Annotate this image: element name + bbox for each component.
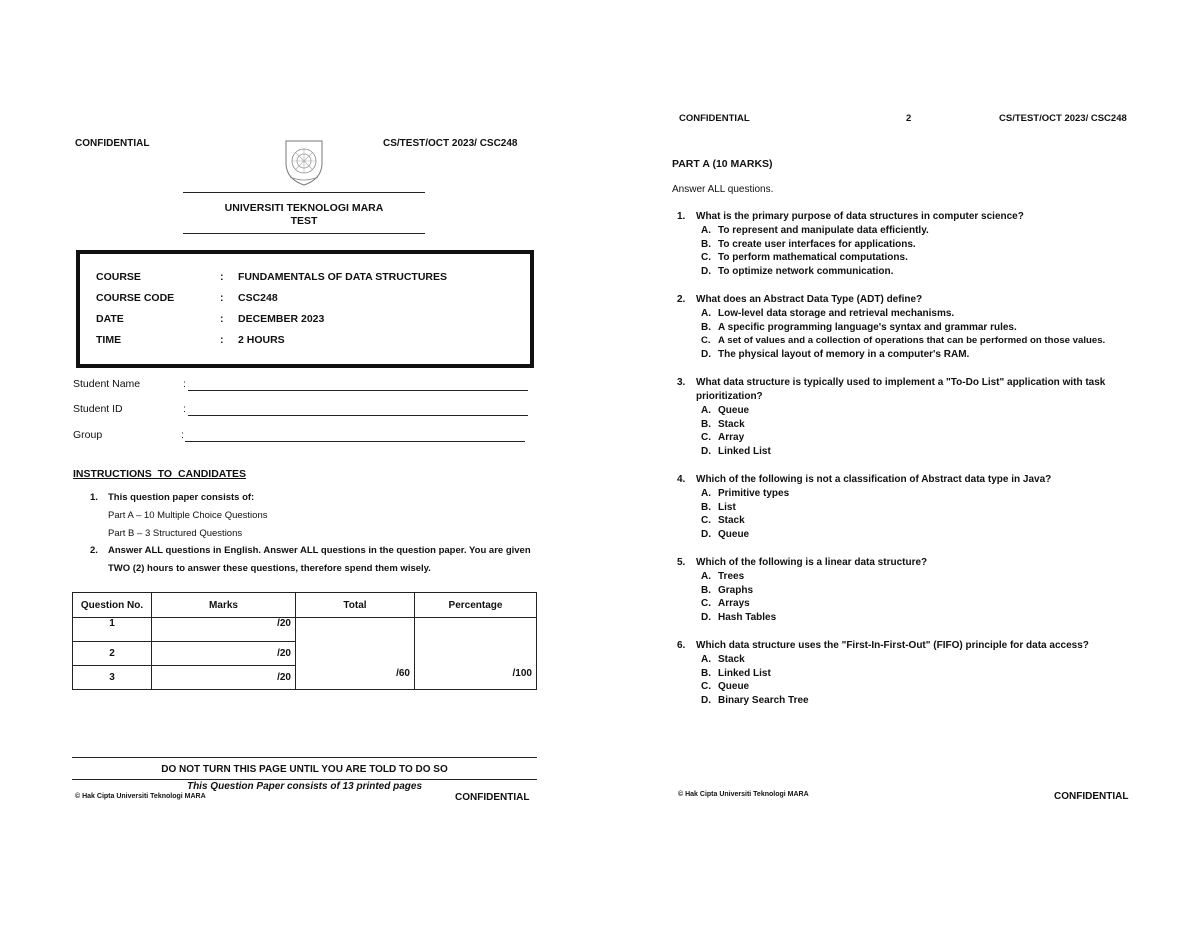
- question-number: 1: [73, 618, 152, 642]
- header-course-code: CS/TEST/OCT 2023/ CSC248: [383, 138, 518, 149]
- option-text: Primitive types: [718, 488, 790, 499]
- option-letter: A.: [701, 225, 711, 236]
- header-question-no: Question No.: [73, 593, 152, 618]
- group-field[interactable]: [73, 429, 533, 445]
- marks-cell: /20: [152, 618, 296, 642]
- copyright-left: © Hak Cipta Universiti Teknologi MARA: [75, 793, 206, 800]
- option-text: Linked List: [718, 668, 771, 679]
- marks-cell: /20: [152, 666, 296, 690]
- student-id-field[interactable]: [73, 403, 533, 419]
- option-letter: D.: [701, 349, 711, 360]
- option-letter: D.: [701, 529, 711, 540]
- option-letter: B.: [701, 668, 711, 679]
- option-letter: C.: [701, 681, 711, 692]
- option-text: Stack: [718, 515, 745, 526]
- question-3-number: 3.: [677, 377, 686, 388]
- date-colon: :: [220, 313, 224, 325]
- option-letter: B.: [701, 322, 711, 333]
- option-letter: B.: [701, 239, 711, 250]
- course-code-colon: :: [220, 292, 224, 304]
- marks-table: [72, 592, 537, 690]
- printed-pages-note: This Question Paper consists of 13 printed pages: [186, 781, 423, 792]
- option-text: Arrays: [718, 598, 750, 609]
- part-a-text: Part A – 10 Multiple Choice Questions: [108, 510, 268, 521]
- question-5-number: 5.: [677, 557, 686, 568]
- table-header-row: [73, 593, 537, 618]
- header-course-code-right: CS/TEST/OCT 2023/ CSC248: [999, 113, 1127, 124]
- date-value: DECEMBER 2023: [238, 313, 325, 325]
- group-line[interactable]: [185, 441, 525, 442]
- date-label: DATE: [96, 313, 124, 325]
- option-text: Linked List: [718, 446, 771, 457]
- option-text: Stack: [718, 654, 745, 665]
- option-letter: C.: [701, 598, 711, 609]
- time-label: TIME: [96, 334, 122, 346]
- instructions-title: INSTRUCTIONS TO CANDIDATES: [73, 468, 247, 480]
- option-text: To optimize network communication.: [718, 266, 894, 277]
- option-text: A set of values and a collection of operations that can be performed on those values.: [718, 335, 1106, 346]
- course-code-label: COURSE CODE: [96, 292, 175, 304]
- option-text: Stack: [718, 419, 745, 430]
- question-2-text: What does an Abstract Data Type (ADT) define?: [696, 294, 923, 305]
- question-1-number: 1.: [677, 211, 686, 222]
- percentage-cell: /100: [415, 618, 537, 690]
- option-letter: D.: [701, 266, 711, 277]
- instruction-2-line-2: TWO (2) hours to answer these questions, therefore spend them wisely.: [108, 563, 431, 574]
- student-name-colon: :: [183, 378, 186, 390]
- page-number: 2: [906, 113, 912, 124]
- option-letter: A.: [701, 571, 711, 582]
- student-id-line[interactable]: [188, 415, 528, 416]
- table-row: [73, 618, 537, 642]
- time-value: 2 HOURS: [238, 334, 285, 346]
- option-letter: A.: [701, 654, 711, 665]
- title-rule-top: [183, 192, 425, 193]
- course-colon: :: [220, 271, 224, 283]
- option-letter: C.: [701, 432, 711, 443]
- course-label: COURSE: [96, 271, 141, 283]
- part-a-title: PART A (10 MARKS): [672, 158, 773, 170]
- option-text: Queue: [718, 405, 750, 416]
- instruction-2-line-1: Answer ALL questions in English. Answer ALL questions in the question paper. You are given: [108, 545, 531, 556]
- option-letter: D.: [701, 695, 711, 706]
- option-letter: D.: [701, 612, 711, 623]
- header-confidential-right: CONFIDENTIAL: [679, 113, 750, 124]
- instruction-1-text: This question paper consists of:: [108, 492, 255, 503]
- option-text: Low-level data storage and retrieval mechanisms.: [718, 308, 955, 319]
- question-number: 3: [73, 666, 152, 690]
- option-text: The physical layout of memory in a computer's RAM.: [718, 349, 970, 360]
- option-text: Graphs: [718, 585, 754, 596]
- course-value: FUNDAMENTALS OF DATA STRUCTURES: [238, 271, 448, 283]
- total-cell: /60: [296, 618, 415, 690]
- option-text: Trees: [718, 571, 745, 582]
- question-4-text: Which of the following is not a classification of Abstract data type in Java?: [696, 474, 1052, 485]
- university-name: UNIVERSITI TEKNOLOGI MARA: [224, 202, 384, 214]
- student-id-colon: :: [183, 403, 186, 415]
- option-letter: C.: [701, 515, 711, 526]
- student-name-field[interactable]: [73, 378, 533, 394]
- question-6-text: Which data structure uses the "First-In-First-Out" (FIFO) principle for data access?: [696, 640, 1089, 651]
- part-b-text: Part B – 3 Structured Questions: [108, 528, 243, 539]
- option-letter: A.: [701, 488, 711, 499]
- footer-confidential-right: CONFIDENTIAL: [1054, 791, 1129, 802]
- option-letter: D.: [701, 446, 711, 457]
- course-code-value: CSC248: [238, 292, 278, 304]
- copyright-right: © Hak Cipta Universiti Teknologi MARA: [678, 791, 809, 798]
- option-text: To represent and manipulate data efficiently.: [718, 225, 929, 236]
- student-name-line[interactable]: [188, 390, 528, 391]
- option-text: Array: [718, 432, 745, 443]
- option-text: Queue: [718, 681, 750, 692]
- group-label: Group: [73, 429, 103, 441]
- part-a-instruction: Answer ALL questions.: [672, 184, 774, 195]
- option-text: Binary Search Tree: [718, 695, 809, 706]
- option-text: Hash Tables: [718, 612, 777, 623]
- header-total: Total: [296, 593, 415, 618]
- header-marks: Marks: [152, 593, 296, 618]
- marks-cell: /20: [152, 642, 296, 666]
- option-letter: C.: [701, 252, 711, 263]
- option-letter: A.: [701, 405, 711, 416]
- exam-type: TEST: [290, 215, 318, 227]
- title-rule-bottom: [183, 233, 425, 234]
- footer-confidential-left: CONFIDENTIAL: [455, 792, 530, 803]
- option-text: Queue: [718, 529, 750, 540]
- option-letter: B.: [701, 585, 711, 596]
- option-text: A specific programming language's syntax and grammar rules.: [718, 322, 1017, 333]
- time-colon: :: [220, 334, 224, 346]
- do-not-turn-notice: DO NOT TURN THIS PAGE UNTIL YOU ARE TOLD TO DO SO: [161, 764, 448, 775]
- question-1-text: What is the primary purpose of data structures in computer science?: [696, 211, 1024, 222]
- course-info-box: [76, 250, 534, 368]
- student-id-label: Student ID: [73, 403, 123, 415]
- option-letter: B.: [701, 502, 711, 513]
- question-5-text: Which of the following is a linear data structure?: [696, 557, 928, 568]
- option-letter: C.: [701, 335, 711, 346]
- option-letter: B.: [701, 419, 711, 430]
- group-colon: :: [181, 429, 184, 441]
- option-letter: A.: [701, 308, 711, 319]
- question-4-number: 4.: [677, 474, 686, 485]
- instruction-2-number: 2.: [90, 545, 98, 556]
- student-name-label: Student Name: [73, 378, 141, 390]
- option-text: List: [718, 502, 736, 513]
- instruction-1-number: 1.: [90, 492, 98, 503]
- option-text: To create user interfaces for applications.: [718, 239, 916, 250]
- question-3-text: What data structure is typically used to implement a "To-Do List" application with task prioritization?: [696, 377, 1106, 402]
- question-2-number: 2.: [677, 294, 686, 305]
- header-percentage: Percentage: [415, 593, 537, 618]
- notice-rule-top: [72, 757, 537, 758]
- notice-rule-bottom: [72, 779, 537, 780]
- university-crest-icon: [282, 137, 326, 187]
- option-text: To perform mathematical computations.: [718, 252, 908, 263]
- question-number: 2: [73, 642, 152, 666]
- header-confidential: CONFIDENTIAL: [75, 138, 150, 149]
- question-6-number: 6.: [677, 640, 686, 651]
